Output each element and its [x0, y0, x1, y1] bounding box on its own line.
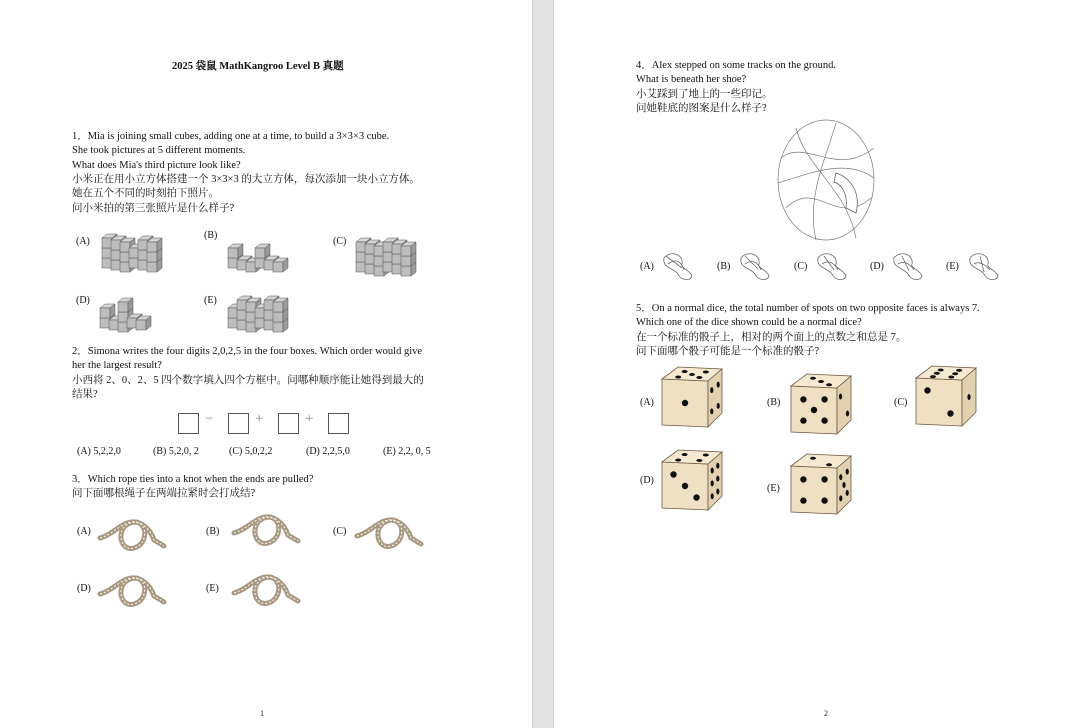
cube-figure-a: [98, 218, 158, 268]
option-label: (A): [76, 236, 90, 247]
question-text-line: She took pictures at 5 different moments.: [72, 145, 246, 157]
option-label: (D): [640, 475, 654, 486]
option-label: (C): [333, 526, 347, 537]
rope-figure-d: [98, 566, 168, 616]
rope-figure-b: [232, 505, 302, 555]
page-gap: [532, 0, 554, 728]
option-label: (D): [77, 583, 91, 594]
question-text-line: 问下面哪根绳子在两端拉紧时会打成结?: [72, 488, 256, 500]
cube-figure-b: [224, 218, 284, 268]
operator-sign: −: [205, 411, 214, 427]
answer-box: [278, 413, 299, 434]
question-text-line: 小米正在用小立方体搭建一个 3×3×3 的大立方体，每次添加一块小立方体。: [72, 173, 420, 185]
shoe-tracks-figure: [776, 118, 876, 243]
option-label: (B): [767, 397, 781, 408]
dice-figure-d: [660, 448, 724, 514]
question-text-line: 2．Simona writes the four digits 2,0,2,5 in the four boxes. Which order would give: [72, 346, 423, 357]
question-text-line: 问下面哪个骰子可能是一个标准的骰子?: [636, 345, 820, 357]
option-label: (E): [204, 295, 217, 306]
answer-option: (D) 2,2,5,0: [306, 446, 350, 457]
answer-box: [178, 413, 199, 434]
shoe-print-option-d: [890, 250, 926, 282]
answer-option: (E) 2,2, 0, 5: [383, 446, 431, 457]
question-text-line: What is beneath her shoe?: [636, 74, 747, 86]
option-label: (A): [77, 526, 91, 537]
page-1: [0, 0, 532, 728]
dice-figure-a: [660, 365, 724, 431]
question-text-line: 1．Mia is joining small cubes, adding one at a time, to build a 3×3×3 cube.: [72, 131, 390, 142]
shoe-print-option-c: [814, 250, 850, 282]
rope-figure-c: [355, 508, 425, 558]
cube-figure-e: [224, 278, 284, 328]
document-title: 2025 袋鼠 MathKangroo Level B 真题: [172, 61, 344, 72]
option-label: (A): [640, 397, 654, 408]
question-text-line: 在一个标准的骰子上，相对的两个面上的点数之和总是 7。: [636, 331, 907, 343]
shoe-print-option-e: [966, 250, 1002, 282]
option-label: (D): [870, 261, 884, 272]
cube-figure-d: [96, 278, 156, 328]
dice-figure-c: [914, 364, 978, 430]
cube-figure-c: [352, 222, 412, 272]
dice-figure-e: [789, 452, 853, 518]
option-label: (C): [333, 236, 347, 247]
option-label: (E): [206, 583, 219, 594]
shoe-print-option-a: [660, 250, 696, 282]
shoe-print-option-b: [737, 250, 773, 282]
rope-figure-a: [98, 510, 168, 560]
option-label: (A): [640, 261, 654, 272]
question-text-line: her the largest result?: [72, 360, 162, 372]
rope-figure-e: [232, 565, 302, 615]
option-label: (E): [946, 261, 959, 272]
option-label: (B): [204, 230, 218, 241]
operator-sign: +: [305, 411, 314, 427]
option-label: (E): [767, 483, 780, 494]
answer-option: (B) 5,2,0, 2: [153, 446, 199, 457]
question-text-line: 问她鞋底的图案是什么样子?: [636, 102, 767, 114]
question-text-line: 4．Alex stepped on some tracks on the ground.: [636, 60, 837, 71]
question-text-line: Which one of the dice shown could be a normal dice?: [636, 317, 862, 329]
page-2: [554, 0, 1080, 728]
page-number: 2: [824, 709, 828, 718]
option-label: (B): [206, 526, 220, 537]
question-text-line: What does Mia's third picture look like?: [72, 159, 241, 171]
answer-option: (A) 5,2,2,0: [77, 446, 121, 457]
question-text-line: 5．On a normal dice, the total number of spots on two opposite faces is always 7.: [636, 303, 980, 314]
question-text-line: 3．Which rope ties into a knot when the ends are pulled?: [72, 474, 314, 485]
option-label: (B): [717, 261, 731, 272]
answer-option: (C) 5,0,2,2: [229, 446, 273, 457]
option-label: (C): [794, 261, 808, 272]
question-text-line: 她在五个不同的时刻拍下照片。: [72, 188, 219, 200]
question-text-line: 结果?: [72, 388, 98, 400]
answer-box: [328, 413, 349, 434]
option-label: (C): [894, 397, 908, 408]
question-text-line: 小西将 2、0、2、5 四个数字填入四个方框中。问哪种顺序能让她得到最大的: [72, 374, 424, 386]
operator-sign: +: [255, 411, 264, 427]
question-text-line: 问小米拍的第三张照片是什么样子?: [72, 202, 235, 214]
dice-figure-b: [789, 372, 853, 438]
option-label: (D): [76, 295, 90, 306]
question-text-line: 小艾踩到了地上的一些印记。: [636, 88, 773, 100]
answer-box: [228, 413, 249, 434]
page-number: 1: [260, 709, 264, 718]
